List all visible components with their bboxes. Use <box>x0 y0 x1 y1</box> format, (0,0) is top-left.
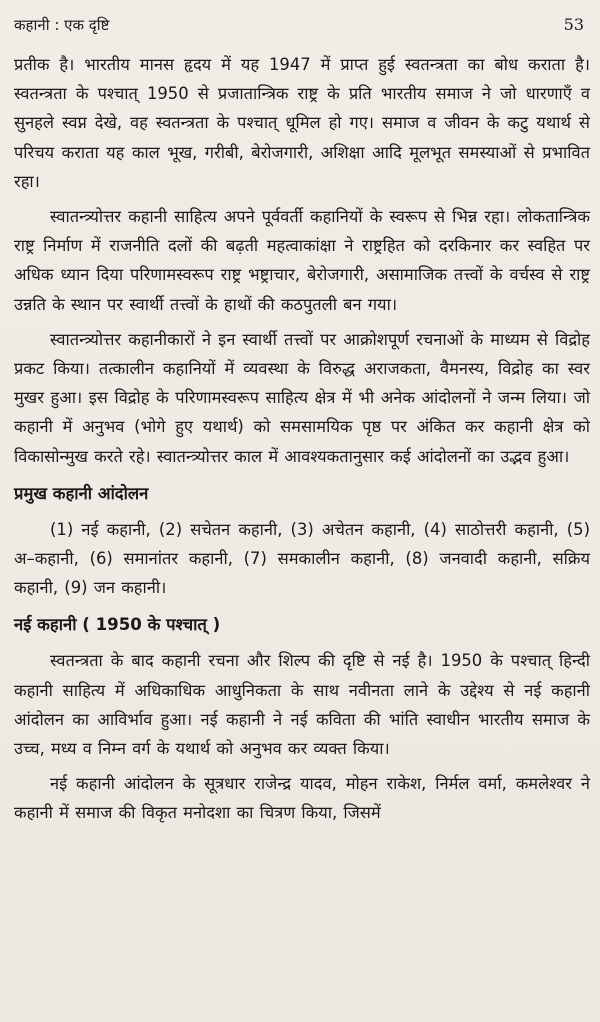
paragraph-3: स्वातन्त्र्योत्तर कहानीकारों ने इन स्वार्थी तत्त्वों पर आक्रोशपूर्ण रचनाओं के माध्यम से विद्रोह प्रकट किया। तत्कालीन कहानियों में व्यवस्था के विरुद्ध अराजकता, वैमनस्य, विद्रोह का स्वर मुखर हुआ। इस विद्रोह के परिणामस्वरूप साहित्य क्षेत्र में भी अनेक आंदोलनों ने जन्म लिया। जो कहानी में अनुभव (भोगे हुए यथार्थ) को समसामयिक पृष्ठ पर अंकित कर कहानी क्षेत्र को विकासोन्मुख करते रहे। स्वातन्त्र्योत्तर काल में आवश्यकतानुसार कई आंदोलनों का उद्भव हुआ। <box>14 329 590 466</box>
paragraph-5: स्वतन्त्रता के बाद कहानी रचना और शिल्प की दृष्टि से नई है। 1950 के पश्चात् हिन्दी कहानी साहित्य में अधिकाधिक आधुनिकता के साथ नवीनता लाने के उद्देश्य से नई कहानी आंदोलन का आविर्भाव हुआ। नई कहानी ने नई कविता की भांति स्वाधीन भारतीय समाज के उच्च, मध्य व निम्न वर्ग के यथार्थ को अनुभव कर व्यक्त किया। <box>14 651 590 759</box>
running-header <box>14 14 590 36</box>
paragraph-6: नई कहानी आंदोलन के सूत्रधार राजेन्द्र यादव, मोहन राकेश, निर्मल वर्मा, कमलेश्वर ने कहानी में समाज की विकृत मनोदशा का चित्रण किया, जिसमें <box>14 774 590 823</box>
section-heading-movements: प्रमुख कहानी आंदोलन <box>14 483 149 503</box>
paragraph-2: स्वातन्त्र्योत्तर कहानी साहित्य अपने पूर्ववर्ती कहानियों के स्वरूप से भिन्न रहा। लोकतान्त्रिक राष्ट्र निर्माण में राजनीति दलों की बढ़ती महत्वाकांक्षा ने राष्ट्रहित को दरकिनार कर स्वहित पर अधिक ध्यान दिया परिणामस्वरूप राष्ट्र भष्ट्राचार, बेरोजगारी, असामाजिक तत्त्वों के वर्चस्व से राष्ट्र उन्नति के स्थान पर स्वार्थी तत्त्वों के हाथों की कठपुतली बन गया। <box>14 207 590 314</box>
paragraph-1: प्रतीक है। भारतीय मानस हृदय में यह 1947 में प्राप्त हुई स्वतन्त्रता का बोध कराता है। स्वतन्त्रता के पश्चात् 1950 से प्रजातान्त्रिक राष्ट्र के प्रति भारतीय समाज ने जो धारणाएँ व सुनहले स्वप्न देखे, वह स्वतन्त्रता के पश्चात् धूमिल हो गए। समाज व जीवन के कटु यथार्थ से परिचय कराता यह काल भूख, गरीबी, बेरोजगारी, अशिक्षा आदि मूलभूत समस्याओं से प्रभावित रहा। <box>14 55 590 191</box>
paragraph-movements-list: (1) नई कहानी, (2) सचेतन कहानी, (3) अचेतन कहानी, (4) साठोत्तरी कहानी, (5) अ–कहानी, (6) समानांतर कहानी, (7) समकालीन कहानी, (8) जनवादी कहानी, सक्रिय कहानी, (9) जन कहानी। <box>14 519 590 598</box>
page-number: 53 <box>563 15 584 34</box>
chapter-title: कहानी : एक दृष्टि <box>14 16 110 34</box>
section-heading-nai-kahani: नई कहानी ( 1950 के पश्चात् ) <box>14 615 221 635</box>
